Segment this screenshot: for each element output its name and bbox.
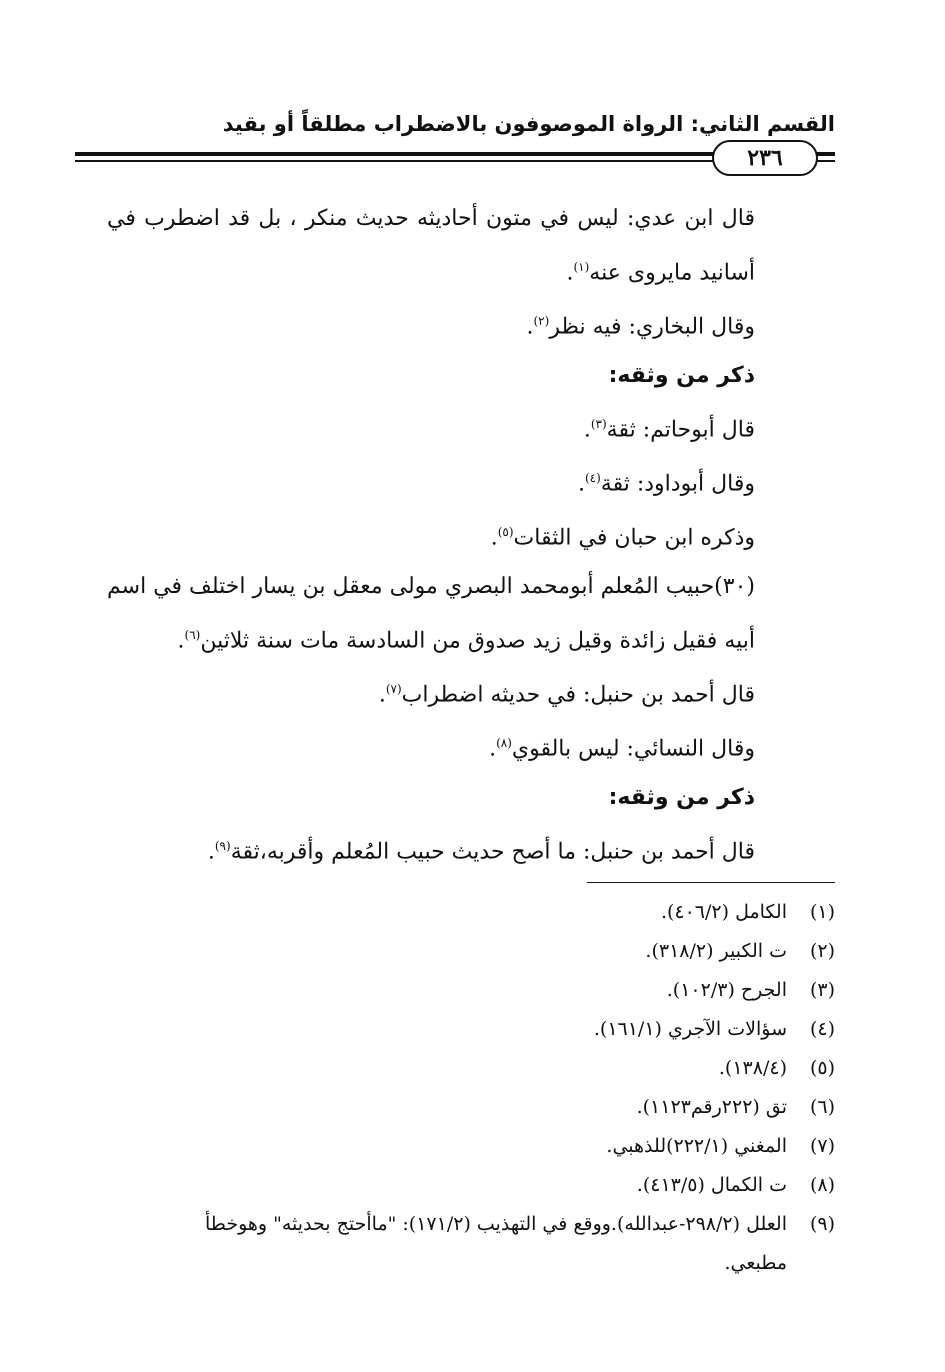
- footnote: (٨) ت الكمال (٤١٣/٥).: [636, 1174, 835, 1196]
- header-rule-thick: [75, 152, 715, 156]
- main-text: [107, 195, 835, 876]
- footnote-ref[interactable]: (١): [573, 260, 590, 274]
- footnote-ref[interactable]: (٩): [214, 838, 231, 853]
- footnote: (٧) المغني (٢٢٢/١)للذهبي.: [606, 1135, 835, 1157]
- paragraph: وقال أبوداود: ثقة$^{(٤)}$.: [577, 470, 755, 497]
- page-number: ٢٣٦: [712, 140, 818, 176]
- footnote: (٥) (١٣٨/٤).: [718, 1057, 835, 1079]
- footnote-continuation: مطبعي.: [724, 1252, 787, 1274]
- footnote: (٢) ت الكبير (٣١٨/٢).: [645, 940, 835, 962]
- footnote-ref[interactable]: (٨): [496, 736, 512, 751]
- running-header: القسم الثاني: الرواة الموصوفون بالاضطراب مطلقاً أو بقيد: [222, 112, 835, 136]
- footnote-ref[interactable]: (٣): [590, 416, 607, 431]
- narrator-entry: (٣٠)حبيب المُعلم أبومحمد البصري مولى معقل بن يسار اختلف في اسم أبيه فقيل زائدة وقيل زيد صدوق من السادسة مات سنة ثلاثين$^{(٦)}$.: [107, 573, 755, 653]
- paragraph: وقال البخاري: فيه نظر$^{(٢)}$.: [526, 314, 755, 340]
- footnote-ref[interactable]: (٦): [184, 627, 201, 642]
- paragraph: قال أحمد بن حنبل: ما أصح حديث حبيب المُعلم وأقربه،ثقة$^{(٩)}$.: [207, 838, 755, 864]
- footnote-ref[interactable]: (٧): [385, 681, 402, 696]
- section-heading: ذكر من وثقه:: [608, 784, 755, 810]
- paragraph: قال ابن عدي: ليس في متون أحاديثه حديث منكر ، بل قد اضطرب في أسانيد مايروى عنه$^{(١)}$.: [107, 206, 755, 286]
- paragraph: وقال النسائي: ليس بالقوي$^{(٨)}$.: [489, 736, 755, 762]
- footnote: (٦) تق (٢٢٢رقم١١٢٣).: [636, 1096, 835, 1118]
- footnote-ref[interactable]: (٥): [497, 525, 514, 540]
- footnote: (١) الكامل (٤٠٦/٢).: [660, 901, 835, 923]
- section-heading: ذكر من وثقه:: [608, 362, 755, 388]
- header-rule-thin: [75, 160, 715, 162]
- footnote: (٤) سؤالات الآجري (١٦١/١).: [593, 1018, 835, 1040]
- paragraph: قال أبوحاتم: ثقة$^{(٣)}$.: [583, 416, 755, 442]
- footnote-ref[interactable]: (٤): [584, 470, 601, 485]
- paragraph: قال أحمد بن حنبل: في حديثه اضطراب$^{(٧)}$.: [378, 681, 755, 708]
- footnote-separator: [587, 882, 835, 883]
- footnotes: [97, 893, 835, 1283]
- footnote: (٣) الجرح (١٠٢/٣).: [666, 979, 835, 1001]
- paragraph: وذكره ابن حبان في الثقات$^{(٥)}$.: [490, 525, 755, 551]
- footnote: (٩) العلل (٢٩٨/٢-عبدالله).ووقع في التهذيب (١٧١/٢): "ماأحتج بحديثه" وهوخطأ: [204, 1213, 835, 1235]
- footnote-ref[interactable]: (٢): [533, 314, 550, 329]
